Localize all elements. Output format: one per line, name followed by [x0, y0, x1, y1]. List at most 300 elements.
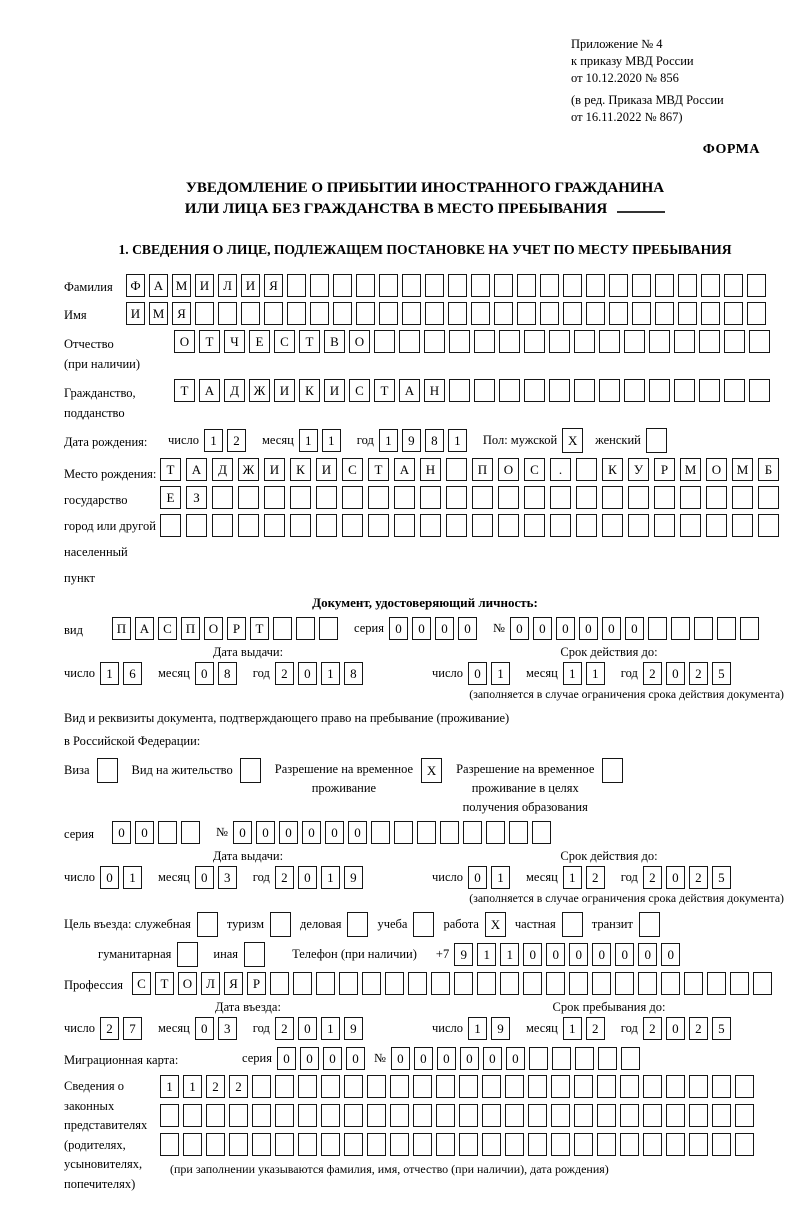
char-box[interactable] — [735, 1133, 754, 1156]
char-box[interactable] — [569, 972, 588, 995]
char-box[interactable]: И — [126, 302, 145, 325]
char-box[interactable]: 0 — [638, 943, 657, 966]
char-box[interactable] — [298, 1133, 317, 1156]
char-box[interactable]: 0 — [437, 1047, 456, 1070]
char-box[interactable] — [316, 972, 335, 995]
char-box[interactable] — [724, 379, 745, 402]
char-box[interactable] — [620, 1104, 639, 1127]
char-box[interactable]: 2 — [586, 1017, 605, 1040]
char-box[interactable] — [394, 486, 415, 509]
char-box[interactable] — [472, 486, 493, 509]
visa-checkbox[interactable] — [97, 758, 118, 783]
char-box[interactable]: Ж — [249, 379, 270, 402]
char-box[interactable] — [477, 972, 496, 995]
char-box[interactable]: Т — [250, 617, 269, 640]
char-box[interactable]: 0 — [592, 943, 611, 966]
char-box[interactable] — [674, 379, 695, 402]
char-box[interactable] — [482, 1133, 501, 1156]
char-box[interactable] — [486, 821, 505, 844]
char-box[interactable] — [298, 1075, 317, 1098]
char-box[interactable] — [206, 1133, 225, 1156]
char-box[interactable] — [494, 302, 513, 325]
char-box[interactable]: С — [342, 458, 363, 481]
char-box[interactable] — [529, 1047, 548, 1070]
char-box[interactable]: 1 — [500, 943, 519, 966]
char-box[interactable] — [379, 274, 398, 297]
char-box[interactable]: Т — [199, 330, 220, 353]
char-box[interactable]: 2 — [275, 1017, 294, 1040]
char-box[interactable] — [563, 302, 582, 325]
char-box[interactable]: 1 — [491, 866, 510, 889]
char-box[interactable] — [498, 486, 519, 509]
char-box[interactable] — [730, 972, 749, 995]
char-box[interactable] — [749, 330, 770, 353]
char-box[interactable] — [275, 1133, 294, 1156]
char-box[interactable] — [390, 1075, 409, 1098]
char-box[interactable]: 0 — [483, 1047, 502, 1070]
char-box[interactable]: 0 — [100, 866, 119, 889]
char-box[interactable] — [632, 302, 651, 325]
char-box[interactable] — [732, 514, 753, 537]
char-box[interactable]: 9 — [491, 1017, 510, 1040]
char-box[interactable] — [241, 302, 260, 325]
char-box[interactable]: 1 — [491, 662, 510, 685]
char-box[interactable]: К — [602, 458, 623, 481]
char-box[interactable] — [459, 1104, 478, 1127]
char-box[interactable]: 1 — [563, 866, 582, 889]
char-box[interactable]: 0 — [666, 1017, 685, 1040]
char-box[interactable]: 8 — [344, 662, 363, 685]
char-box[interactable]: 1 — [586, 662, 605, 685]
char-box[interactable] — [524, 379, 545, 402]
char-box[interactable]: 2 — [100, 1017, 119, 1040]
char-box[interactable]: 1 — [468, 1017, 487, 1040]
char-box[interactable] — [678, 302, 697, 325]
char-box[interactable] — [551, 1133, 570, 1156]
char-box[interactable]: 2 — [229, 1075, 248, 1098]
char-box[interactable] — [160, 1133, 179, 1156]
char-box[interactable] — [275, 1104, 294, 1127]
char-box[interactable] — [689, 1075, 708, 1098]
char-box[interactable] — [402, 302, 421, 325]
char-box[interactable]: 1 — [321, 866, 340, 889]
char-box[interactable]: Т — [299, 330, 320, 353]
char-box[interactable] — [574, 1075, 593, 1098]
char-box[interactable] — [459, 1133, 478, 1156]
char-box[interactable] — [632, 274, 651, 297]
char-box[interactable] — [374, 330, 395, 353]
char-box[interactable] — [586, 274, 605, 297]
char-box[interactable]: 0 — [579, 617, 598, 640]
char-box[interactable] — [684, 972, 703, 995]
char-box[interactable]: 5 — [712, 662, 731, 685]
char-box[interactable] — [310, 302, 329, 325]
char-box[interactable] — [321, 1133, 340, 1156]
char-box[interactable] — [753, 972, 772, 995]
char-box[interactable]: 0 — [556, 617, 575, 640]
char-box[interactable]: 2 — [689, 662, 708, 685]
char-box[interactable]: 0 — [298, 866, 317, 889]
char-box[interactable] — [666, 1133, 685, 1156]
char-box[interactable]: А — [149, 274, 168, 297]
char-box[interactable]: 0 — [468, 662, 487, 685]
char-box[interactable]: Т — [368, 458, 389, 481]
char-box[interactable] — [448, 302, 467, 325]
char-box[interactable] — [344, 1075, 363, 1098]
char-box[interactable] — [394, 821, 413, 844]
char-box[interactable]: 2 — [643, 662, 662, 685]
char-box[interactable] — [707, 972, 726, 995]
char-box[interactable]: 0 — [195, 1017, 214, 1040]
char-box[interactable]: И — [274, 379, 295, 402]
char-box[interactable]: 2 — [275, 866, 294, 889]
char-box[interactable]: В — [324, 330, 345, 353]
char-box[interactable] — [609, 302, 628, 325]
char-box[interactable]: А — [186, 458, 207, 481]
char-box[interactable] — [540, 302, 559, 325]
char-box[interactable] — [680, 486, 701, 509]
char-box[interactable]: 3 — [218, 866, 237, 889]
char-box[interactable] — [362, 972, 381, 995]
char-box[interactable]: А — [394, 458, 415, 481]
char-box[interactable] — [319, 617, 338, 640]
char-box[interactable]: 0 — [346, 1047, 365, 1070]
char-box[interactable]: З — [186, 486, 207, 509]
char-box[interactable] — [368, 486, 389, 509]
char-box[interactable]: Н — [420, 458, 441, 481]
char-box[interactable]: 1 — [204, 429, 223, 452]
char-box[interactable]: О — [204, 617, 223, 640]
char-box[interactable] — [287, 302, 306, 325]
char-box[interactable] — [655, 302, 674, 325]
char-box[interactable]: 0 — [233, 821, 252, 844]
char-box[interactable] — [425, 274, 444, 297]
char-box[interactable] — [576, 486, 597, 509]
char-box[interactable] — [296, 617, 315, 640]
char-box[interactable]: 0 — [458, 617, 477, 640]
char-box[interactable] — [597, 1104, 616, 1127]
char-box[interactable] — [505, 1104, 524, 1127]
char-box[interactable] — [371, 821, 390, 844]
char-box[interactable] — [264, 486, 285, 509]
char-box[interactable] — [551, 1075, 570, 1098]
char-box[interactable]: 1 — [299, 429, 318, 452]
char-box[interactable] — [694, 617, 713, 640]
char-box[interactable]: 0 — [468, 866, 487, 889]
char-box[interactable]: 0 — [256, 821, 275, 844]
char-box[interactable] — [342, 514, 363, 537]
char-box[interactable]: 5 — [712, 1017, 731, 1040]
char-box[interactable] — [399, 330, 420, 353]
char-box[interactable]: Р — [227, 617, 246, 640]
char-box[interactable]: 0 — [546, 943, 565, 966]
char-box[interactable]: 0 — [615, 943, 634, 966]
char-box[interactable]: 7 — [123, 1017, 142, 1040]
char-box[interactable]: 0 — [412, 617, 431, 640]
char-box[interactable]: 2 — [689, 1017, 708, 1040]
char-box[interactable]: 5 — [712, 866, 731, 889]
char-box[interactable] — [649, 330, 670, 353]
char-box[interactable] — [229, 1104, 248, 1127]
char-box[interactable] — [747, 274, 766, 297]
char-box[interactable] — [448, 274, 467, 297]
char-box[interactable] — [238, 514, 259, 537]
char-box[interactable]: 9 — [402, 429, 421, 452]
char-box[interactable]: 1 — [477, 943, 496, 966]
char-box[interactable]: О — [174, 330, 195, 353]
char-box[interactable]: Е — [249, 330, 270, 353]
char-box[interactable] — [648, 617, 667, 640]
char-box[interactable] — [540, 274, 559, 297]
char-box[interactable] — [310, 274, 329, 297]
char-box[interactable] — [598, 1047, 617, 1070]
char-box[interactable] — [597, 1133, 616, 1156]
char-box[interactable] — [638, 972, 657, 995]
purpose-private-checkbox[interactable] — [562, 912, 583, 937]
char-box[interactable]: М — [732, 458, 753, 481]
char-box[interactable]: 0 — [277, 1047, 296, 1070]
char-box[interactable] — [206, 1104, 225, 1127]
char-box[interactable] — [528, 1133, 547, 1156]
char-box[interactable] — [551, 1104, 570, 1127]
char-box[interactable] — [417, 821, 436, 844]
char-box[interactable] — [449, 379, 470, 402]
char-box[interactable] — [436, 1104, 455, 1127]
char-box[interactable] — [654, 514, 675, 537]
char-box[interactable] — [339, 972, 358, 995]
char-box[interactable]: И — [195, 274, 214, 297]
char-box[interactable] — [574, 379, 595, 402]
char-box[interactable]: А — [199, 379, 220, 402]
char-box[interactable] — [524, 486, 545, 509]
char-box[interactable] — [505, 1133, 524, 1156]
char-box[interactable]: 1 — [100, 662, 119, 685]
char-box[interactable]: 9 — [344, 866, 363, 889]
char-box[interactable] — [597, 1075, 616, 1098]
char-box[interactable]: 9 — [344, 1017, 363, 1040]
char-box[interactable] — [592, 972, 611, 995]
char-box[interactable]: 0 — [414, 1047, 433, 1070]
char-box[interactable] — [717, 617, 736, 640]
char-box[interactable] — [160, 1104, 179, 1127]
char-box[interactable] — [546, 972, 565, 995]
char-box[interactable]: 1 — [321, 1017, 340, 1040]
char-box[interactable]: 2 — [643, 866, 662, 889]
char-box[interactable] — [517, 274, 536, 297]
char-box[interactable] — [264, 302, 283, 325]
char-box[interactable] — [509, 821, 528, 844]
char-box[interactable]: 1 — [183, 1075, 202, 1098]
char-box[interactable] — [517, 302, 536, 325]
char-box[interactable] — [390, 1133, 409, 1156]
char-box[interactable] — [229, 1133, 248, 1156]
char-box[interactable] — [275, 1075, 294, 1098]
char-box[interactable] — [367, 1075, 386, 1098]
char-box[interactable] — [252, 1075, 271, 1098]
char-box[interactable] — [576, 514, 597, 537]
char-box[interactable] — [643, 1133, 662, 1156]
char-box[interactable] — [621, 1047, 640, 1070]
char-box[interactable] — [183, 1133, 202, 1156]
char-box[interactable] — [413, 1075, 432, 1098]
char-box[interactable] — [574, 1104, 593, 1127]
char-box[interactable]: . — [550, 458, 571, 481]
char-box[interactable]: 0 — [195, 866, 214, 889]
char-box[interactable] — [712, 1075, 731, 1098]
char-box[interactable] — [459, 1075, 478, 1098]
char-box[interactable]: И — [241, 274, 260, 297]
char-box[interactable]: М — [149, 302, 168, 325]
char-box[interactable] — [574, 330, 595, 353]
char-box[interactable] — [706, 486, 727, 509]
char-box[interactable]: 1 — [563, 1017, 582, 1040]
purpose-work-checkbox[interactable]: X — [485, 912, 506, 937]
char-box[interactable] — [624, 330, 645, 353]
char-box[interactable]: 0 — [435, 617, 454, 640]
char-box[interactable] — [270, 972, 289, 995]
char-box[interactable] — [287, 274, 306, 297]
char-box[interactable] — [747, 302, 766, 325]
sex-male-checkbox[interactable]: X — [562, 428, 583, 453]
char-box[interactable] — [298, 1104, 317, 1127]
char-box[interactable]: Д — [212, 458, 233, 481]
char-box[interactable] — [420, 514, 441, 537]
char-box[interactable] — [436, 1075, 455, 1098]
char-box[interactable] — [446, 458, 467, 481]
char-box[interactable]: 0 — [389, 617, 408, 640]
char-box[interactable] — [620, 1075, 639, 1098]
char-box[interactable]: 0 — [523, 943, 542, 966]
char-box[interactable] — [356, 274, 375, 297]
char-box[interactable]: Ч — [224, 330, 245, 353]
char-box[interactable] — [333, 274, 352, 297]
char-box[interactable]: Е — [160, 486, 181, 509]
char-box[interactable] — [413, 1133, 432, 1156]
char-box[interactable]: 1 — [123, 866, 142, 889]
char-box[interactable] — [379, 302, 398, 325]
char-box[interactable] — [724, 302, 743, 325]
char-box[interactable] — [689, 1104, 708, 1127]
char-box[interactable]: 2 — [643, 1017, 662, 1040]
char-box[interactable] — [252, 1133, 271, 1156]
char-box[interactable] — [402, 274, 421, 297]
char-box[interactable] — [482, 1104, 501, 1127]
char-box[interactable] — [431, 972, 450, 995]
char-box[interactable] — [390, 1104, 409, 1127]
char-box[interactable] — [212, 514, 233, 537]
char-box[interactable] — [264, 514, 285, 537]
char-box[interactable] — [671, 617, 690, 640]
char-box[interactable]: 0 — [391, 1047, 410, 1070]
char-box[interactable] — [471, 302, 490, 325]
char-box[interactable]: О — [178, 972, 197, 995]
char-box[interactable]: 6 — [123, 662, 142, 685]
char-box[interactable]: Т — [160, 458, 181, 481]
purpose-other-checkbox[interactable] — [244, 942, 265, 967]
char-box[interactable] — [609, 274, 628, 297]
char-box[interactable]: Я — [172, 302, 191, 325]
char-box[interactable] — [463, 821, 482, 844]
char-box[interactable] — [574, 1133, 593, 1156]
char-box[interactable]: 2 — [227, 429, 246, 452]
char-box[interactable] — [701, 274, 720, 297]
char-box[interactable] — [699, 379, 720, 402]
char-box[interactable] — [238, 486, 259, 509]
char-box[interactable] — [367, 1104, 386, 1127]
char-box[interactable]: 0 — [302, 821, 321, 844]
char-box[interactable] — [674, 330, 695, 353]
char-box[interactable] — [499, 330, 520, 353]
char-box[interactable] — [252, 1104, 271, 1127]
char-box[interactable] — [678, 274, 697, 297]
char-box[interactable] — [212, 486, 233, 509]
char-box[interactable]: Л — [201, 972, 220, 995]
char-box[interactable] — [505, 1075, 524, 1098]
char-box[interactable]: 2 — [586, 866, 605, 889]
char-box[interactable]: Я — [264, 274, 283, 297]
char-box[interactable]: 0 — [300, 1047, 319, 1070]
char-box[interactable] — [368, 514, 389, 537]
char-box[interactable] — [643, 1104, 662, 1127]
char-box[interactable]: 0 — [112, 821, 131, 844]
char-box[interactable]: С — [274, 330, 295, 353]
char-box[interactable]: 0 — [666, 866, 685, 889]
char-box[interactable] — [615, 972, 634, 995]
char-box[interactable] — [482, 1075, 501, 1098]
char-box[interactable] — [424, 330, 445, 353]
char-box[interactable] — [316, 486, 337, 509]
char-box[interactable]: 0 — [298, 662, 317, 685]
char-box[interactable]: П — [181, 617, 200, 640]
char-box[interactable] — [321, 1104, 340, 1127]
char-box[interactable]: Р — [654, 458, 675, 481]
char-box[interactable]: 0 — [279, 821, 298, 844]
char-box[interactable] — [186, 514, 207, 537]
char-box[interactable] — [689, 1133, 708, 1156]
char-box[interactable]: П — [472, 458, 493, 481]
char-box[interactable] — [474, 330, 495, 353]
char-box[interactable]: Я — [224, 972, 243, 995]
char-box[interactable] — [712, 1133, 731, 1156]
char-box[interactable]: О — [349, 330, 370, 353]
purpose-official-checkbox[interactable] — [197, 912, 218, 937]
char-box[interactable]: Т — [155, 972, 174, 995]
char-box[interactable] — [706, 514, 727, 537]
char-box[interactable] — [181, 821, 200, 844]
char-box[interactable]: Т — [374, 379, 395, 402]
char-box[interactable]: А — [399, 379, 420, 402]
char-box[interactable]: 1 — [321, 662, 340, 685]
char-box[interactable]: О — [706, 458, 727, 481]
char-box[interactable]: С — [524, 458, 545, 481]
char-box[interactable] — [735, 1075, 754, 1098]
char-box[interactable]: С — [349, 379, 370, 402]
char-box[interactable] — [599, 330, 620, 353]
char-box[interactable] — [701, 302, 720, 325]
purpose-humanitarian-checkbox[interactable] — [177, 942, 198, 967]
char-box[interactable] — [524, 330, 545, 353]
char-box[interactable]: П — [112, 617, 131, 640]
char-box[interactable] — [735, 1104, 754, 1127]
purpose-study-checkbox[interactable] — [413, 912, 434, 937]
char-box[interactable] — [385, 972, 404, 995]
char-box[interactable] — [758, 514, 779, 537]
char-box[interactable]: 0 — [325, 821, 344, 844]
char-box[interactable] — [599, 379, 620, 402]
char-box[interactable]: 2 — [689, 866, 708, 889]
char-box[interactable] — [740, 617, 759, 640]
purpose-transit-checkbox[interactable] — [639, 912, 660, 937]
